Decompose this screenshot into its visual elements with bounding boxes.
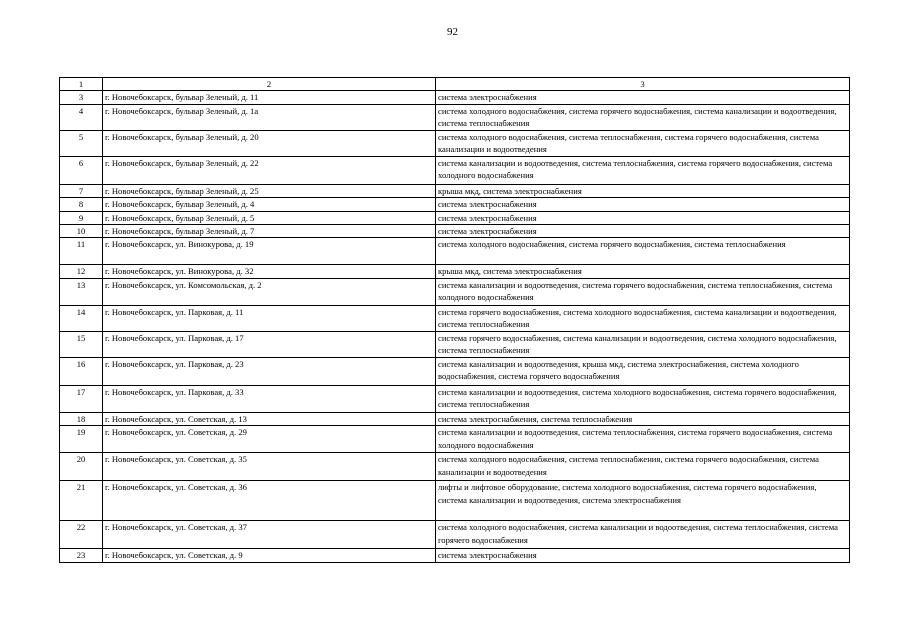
table-row <box>60 156 850 184</box>
systems-cell: система электроснабжения <box>436 211 850 224</box>
table-header-row <box>60 78 850 91</box>
table-row <box>60 385 850 412</box>
address-cell: г. Новочебоксарск, бульвар Зеленый, д. 22 <box>103 156 436 184</box>
row-number-cell: 18 <box>60 412 103 425</box>
systems-cell: крыша мкд, система электроснабжения <box>436 265 850 278</box>
row-number-cell: 3 <box>60 91 103 104</box>
address-cell: г. Новочебоксарск, ул. Советская, д. 9 <box>103 549 436 562</box>
buildings-table <box>59 77 850 563</box>
address-cell: г. Новочебоксарск, ул. Комсомольская, д. 2 <box>103 278 436 305</box>
row-number-cell: 14 <box>60 305 103 331</box>
row-number-cell: 7 <box>60 184 103 197</box>
systems-cell: система холодного водоснабжения, система горячего водоснабжения, система канализации и водоотведения, система теплоснабжения <box>436 104 850 130</box>
address-cell: г. Новочебоксарск, ул. Советская, д. 36 <box>103 481 436 521</box>
address-cell: г. Новочебоксарск, ул. Парковая, д. 11 <box>103 305 436 331</box>
systems-cell: система холодного водоснабжения, система горячего водоснабжения, система теплоснабжения <box>436 238 850 265</box>
page-number: 92 <box>447 26 458 38</box>
table-row <box>60 549 850 562</box>
table-row <box>60 331 850 357</box>
row-number-cell: 17 <box>60 385 103 412</box>
row-number-cell: 22 <box>60 521 103 549</box>
table-row <box>60 426 850 453</box>
address-cell: г. Новочебоксарск, ул. Винокурова, д. 19 <box>103 238 436 265</box>
header-col-3: 3 <box>436 78 850 91</box>
table-row <box>60 91 850 104</box>
table-row <box>60 130 850 156</box>
table-row <box>60 305 850 331</box>
table-row <box>60 211 850 224</box>
systems-cell: система горячего водоснабжения, система холодного водоснабжения, система канализации и водоотведения, система теплоснабжения <box>436 305 850 331</box>
address-cell: г. Новочебоксарск, бульвар Зеленый, д. 20 <box>103 130 436 156</box>
row-number-cell: 12 <box>60 265 103 278</box>
row-number-cell: 9 <box>60 211 103 224</box>
address-cell: г. Новочебоксарск, ул. Парковая, д. 33 <box>103 385 436 412</box>
table-row <box>60 265 850 278</box>
row-number-cell: 23 <box>60 549 103 562</box>
row-number-cell: 13 <box>60 278 103 305</box>
systems-cell: система горячего водоснабжения, система канализации и водоотведения, система холодного водоснабжения, система теплоснабжения <box>436 331 850 357</box>
systems-cell: система канализации и водоотведения, система теплоснабжения, система горячего водоснабжения, система холодного водоснабжения <box>436 156 850 184</box>
row-number-cell: 20 <box>60 453 103 481</box>
systems-cell: система электроснабжения <box>436 549 850 562</box>
table-row <box>60 278 850 305</box>
header-col-2: 2 <box>103 78 436 91</box>
address-cell: г. Новочебоксарск, бульвар Зеленый, д. 25 <box>103 184 436 197</box>
systems-cell: лифты и лифтовое оборудование, система холодного водоснабжения, система горячего водоснабжения, система канализации и водоотведения, система электроснабжения <box>436 481 850 521</box>
table-row <box>60 521 850 549</box>
table-row <box>60 357 850 385</box>
systems-cell: система канализации и водоотведения, система теплоснабжения, система горячего водоснабжения, система холодного водоснабжения <box>436 426 850 453</box>
address-cell: г. Новочебоксарск, ул. Советская, д. 35 <box>103 453 436 481</box>
table-row <box>60 184 850 197</box>
systems-cell: система холодного водоснабжения, система теплоснабжения, система горячего водоснабжения, система канализации и водоотведения <box>436 130 850 156</box>
systems-cell: система канализации и водоотведения, система горячего водоснабжения, система теплоснабжения, система холодного водоснабжения <box>436 278 850 305</box>
address-cell: г. Новочебоксарск, ул. Парковая, д. 23 <box>103 357 436 385</box>
address-cell: г. Новочебоксарск, ул. Винокурова, д. 32 <box>103 265 436 278</box>
systems-cell: система холодного водоснабжения, система канализации и водоотведения, система теплоснабжения, система горячего водоснабжения <box>436 521 850 549</box>
systems-cell: крыша мкд, система электроснабжения <box>436 184 850 197</box>
address-cell: г. Новочебоксарск, бульвар Зеленый, д. 5 <box>103 211 436 224</box>
row-number-cell: 11 <box>60 238 103 265</box>
table-row <box>60 412 850 425</box>
table-row <box>60 238 850 265</box>
table-row <box>60 198 850 211</box>
table-row <box>60 225 850 238</box>
header-col-1: 1 <box>60 78 103 91</box>
address-cell: г. Новочебоксарск, ул. Советская, д. 29 <box>103 426 436 453</box>
systems-cell: система электроснабжения, система теплоснабжения <box>436 412 850 425</box>
row-number-cell: 16 <box>60 357 103 385</box>
row-number-cell: 6 <box>60 156 103 184</box>
row-number-cell: 5 <box>60 130 103 156</box>
address-cell: г. Новочебоксарск, бульвар Зеленый, д. 4 <box>103 198 436 211</box>
systems-cell: система холодного водоснабжения, система теплоснабжения, система горячего водоснабжения, система канализации и водоотведения <box>436 453 850 481</box>
systems-cell: система электроснабжения <box>436 198 850 211</box>
row-number-cell: 4 <box>60 104 103 130</box>
address-cell: г. Новочебоксарск, бульвар Зеленый, д. 11 <box>103 91 436 104</box>
systems-cell: система канализации и водоотведения, крыша мкд, система электроснабжения, система холодного водоснабжения, система горячего водоснабжения <box>436 357 850 385</box>
table-row <box>60 481 850 521</box>
row-number-cell: 15 <box>60 331 103 357</box>
row-number-cell: 19 <box>60 426 103 453</box>
row-number-cell: 10 <box>60 225 103 238</box>
table-row <box>60 104 850 130</box>
address-cell: г. Новочебоксарск, бульвар Зеленый, д. 1а <box>103 104 436 130</box>
systems-cell: система электроснабжения <box>436 225 850 238</box>
address-cell: г. Новочебоксарск, ул. Советская, д. 13 <box>103 412 436 425</box>
systems-cell: система канализации и водоотведения, система холодного водоснабжения, система горячего водоснабжения, система теплоснабжения <box>436 385 850 412</box>
systems-cell: система электроснабжения <box>436 91 850 104</box>
row-number-cell: 21 <box>60 481 103 521</box>
address-cell: г. Новочебоксарск, бульвар Зеленый, д. 7 <box>103 225 436 238</box>
row-number-cell: 8 <box>60 198 103 211</box>
address-cell: г. Новочебоксарск, ул. Советская, д. 37 <box>103 521 436 549</box>
address-cell: г. Новочебоксарск, ул. Парковая, д. 17 <box>103 331 436 357</box>
table-row <box>60 453 850 481</box>
